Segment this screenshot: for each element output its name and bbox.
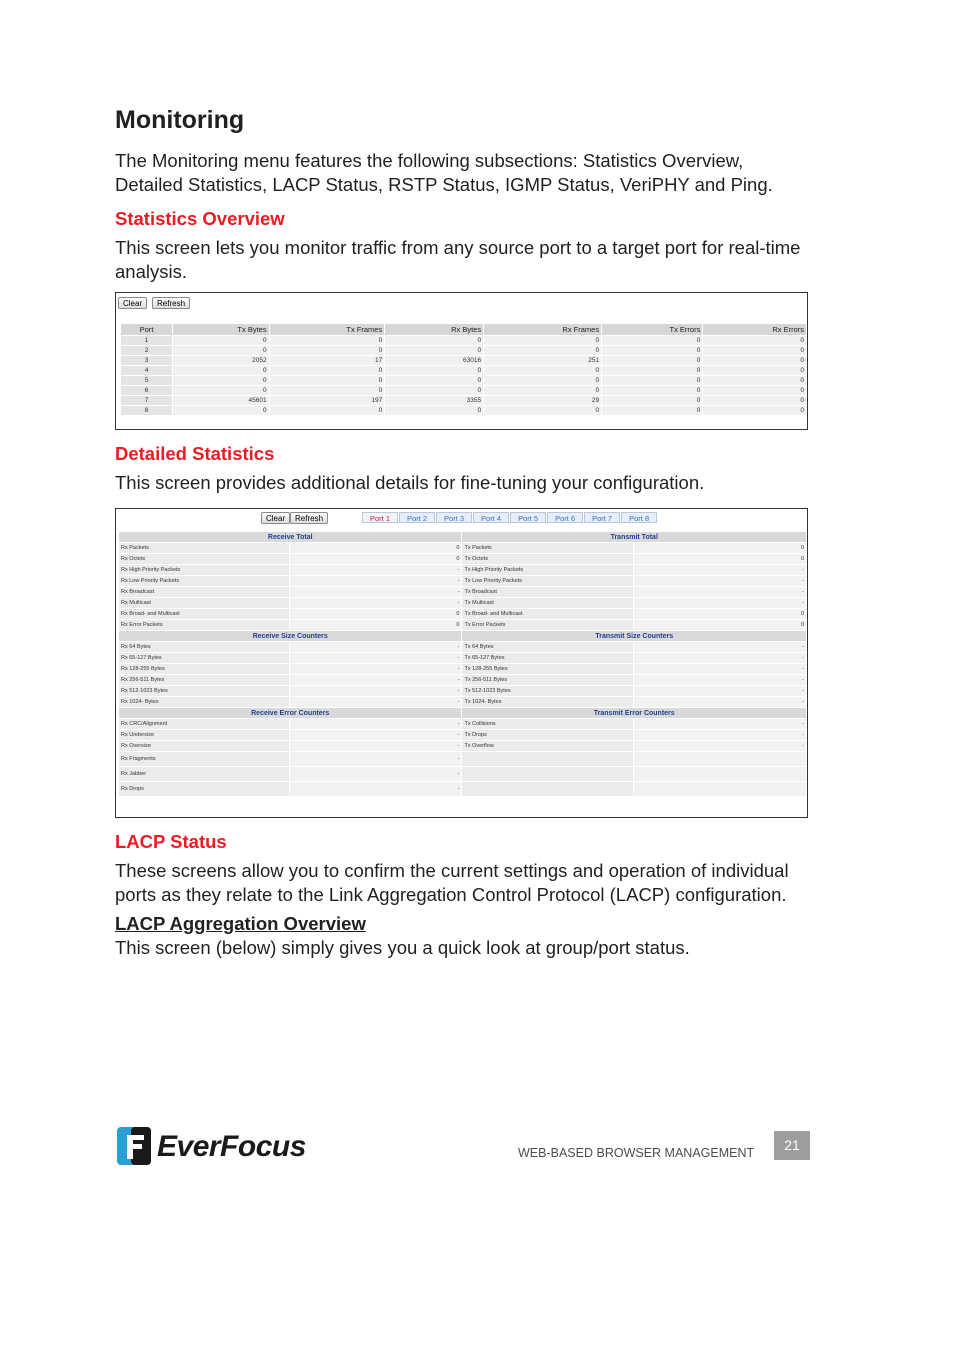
counter-value: 0	[290, 554, 461, 564]
table-row	[119, 543, 806, 553]
port-cell: 4	[121, 366, 172, 375]
table-row	[119, 767, 806, 781]
counter-label: Rx 256-511 Bytes	[119, 675, 289, 685]
counter-value: -	[634, 697, 806, 707]
counter-label: Rx Error Packets	[119, 620, 289, 630]
counter-value: -	[290, 653, 461, 663]
counter-value: -	[290, 587, 461, 597]
counter-value: -	[290, 675, 461, 685]
clear-button[interactable]: Clear	[118, 297, 147, 309]
section-header-row	[119, 532, 806, 542]
value-cell: 0	[173, 336, 268, 345]
counter-label: Tx Broad- and Multicast	[462, 609, 632, 619]
table-row	[119, 752, 806, 766]
table-row	[119, 642, 806, 652]
counter-value: -	[290, 664, 461, 674]
counter-label: Rx Jabber	[119, 767, 289, 781]
tab-port-5[interactable]: Port 5	[510, 512, 546, 523]
value-cell: 0	[173, 386, 268, 395]
counter-value: -	[634, 719, 806, 729]
value-cell: 0	[385, 386, 483, 395]
value-cell: 0	[484, 406, 601, 415]
counter-value: -	[634, 730, 806, 740]
counter-label: Rx Multicast	[119, 598, 289, 608]
counter-label: Tx Packets	[462, 543, 632, 553]
value-cell: 0	[703, 396, 806, 405]
value-cell: 0	[703, 366, 806, 375]
value-cell: 0	[385, 366, 483, 375]
value-cell: 0	[270, 366, 385, 375]
table-row	[121, 346, 806, 355]
value-cell: 0	[602, 396, 702, 405]
table-row	[119, 782, 806, 796]
value-cell: 0	[703, 356, 806, 365]
counter-value: -	[290, 767, 461, 781]
section-title: Transmit Total	[462, 532, 806, 542]
intro-paragraph: The Monitoring menu features the following subsections: Statistics Overview, Detailed Statistics, LACP Status, RSTP Status, IGMP Status, VeriPHY and Ping.	[115, 150, 773, 195]
value-cell: 0	[173, 346, 268, 355]
value-cell: 0	[484, 386, 601, 395]
counter-label: Tx 64 Bytes	[462, 642, 632, 652]
value-cell: 0	[602, 346, 702, 355]
tab-port-4[interactable]: Port 4	[473, 512, 509, 523]
tab-port-1[interactable]: Port 1	[362, 512, 398, 523]
table-row	[121, 376, 806, 385]
counter-value: -	[290, 576, 461, 586]
counter-value: -	[290, 697, 461, 707]
table-row	[121, 396, 806, 405]
value-cell: 0	[173, 376, 268, 385]
detailed-statistics-screenshot	[115, 508, 808, 818]
counter-value: -	[290, 642, 461, 652]
counter-value: 0	[634, 543, 806, 553]
value-cell: 0	[484, 346, 601, 355]
counter-label: Rx Oversize	[119, 741, 289, 751]
table-row	[119, 598, 806, 608]
value-cell: 0	[703, 376, 806, 385]
section-title: Receive Error Counters	[119, 708, 461, 718]
counter-value: -	[634, 587, 806, 597]
value-cell: 0	[173, 366, 268, 375]
counter-label: Rx High Priority Packets	[119, 565, 289, 575]
counter-label: Tx Broadcast	[462, 587, 632, 597]
value-cell: 0	[602, 366, 702, 375]
clear-button[interactable]: Clear	[261, 512, 290, 524]
value-cell: 0	[270, 336, 385, 345]
lacp-aggregation-overview-heading: LACP Aggregation Overview	[115, 913, 366, 934]
table-row	[119, 741, 806, 751]
value-cell: 0	[385, 336, 483, 345]
counter-label: Rx 128-255 Bytes	[119, 664, 289, 674]
table-row	[121, 386, 806, 395]
value-cell: 3355	[385, 396, 483, 405]
value-cell: 0	[703, 336, 806, 345]
statistics-table	[120, 323, 807, 416]
section-title: Transmit Error Counters	[462, 708, 806, 718]
statistics-overview-screenshot	[115, 292, 808, 430]
counter-label: Tx 256-511 Bytes	[462, 675, 632, 685]
counter-value: -	[290, 686, 461, 696]
counter-value: 0	[634, 620, 806, 630]
counter-label: Rx 64 Bytes	[119, 642, 289, 652]
tab-port-2[interactable]: Port 2	[399, 512, 435, 523]
counter-value: -	[634, 686, 806, 696]
refresh-button[interactable]: Refresh	[152, 297, 190, 309]
footer-section-label: WEB-BASED BROWSER MANAGEMENT	[518, 1146, 755, 1160]
tab-port-8[interactable]: Port 8	[621, 512, 657, 523]
value-cell: 0	[385, 376, 483, 385]
detailed-statistics-heading: Detailed Statistics	[115, 443, 275, 464]
value-cell: 2052	[173, 356, 268, 365]
table-row	[121, 366, 806, 375]
counter-value: -	[634, 675, 806, 685]
everfocus-logo-icon	[117, 1127, 151, 1165]
counter-label: Rx Broad- and Multicast	[119, 609, 289, 619]
value-cell: 0	[385, 406, 483, 415]
value-cell: 0	[270, 376, 385, 385]
column-header: Rx Errors	[703, 324, 806, 335]
table-row	[119, 620, 806, 630]
counter-value: -	[290, 598, 461, 608]
table-row	[119, 686, 806, 696]
counter-label: Tx High Priority Packets	[462, 565, 632, 575]
everfocus-logo-text: EverFocus	[157, 1130, 306, 1163]
counter-label: Tx Error Packets	[462, 620, 632, 630]
value-cell: 0	[270, 406, 385, 415]
value-cell: 0	[173, 406, 268, 415]
counter-value: -	[290, 741, 461, 751]
port-cell: 5	[121, 376, 172, 385]
counter-label: Rx Low Priority Packets	[119, 576, 289, 586]
table-row	[119, 576, 806, 586]
table-row	[119, 653, 806, 663]
page-number: 21	[774, 1131, 810, 1160]
counter-label: Rx Packets	[119, 543, 289, 553]
counter-label	[462, 782, 632, 796]
counter-label	[462, 752, 632, 766]
value-cell: 0	[602, 336, 702, 345]
port-cell: 3	[121, 356, 172, 365]
value-cell: 0	[602, 356, 702, 365]
value-cell: 0	[484, 336, 601, 345]
lacp-status-description: These screens allow you to confirm the current settings and operation of individual ports as they relate to the Link Aggregation Control Protocol (LACP) configuration.	[115, 860, 789, 905]
table-row	[119, 587, 806, 597]
counter-label: Rx 1024- Bytes	[119, 697, 289, 707]
counter-label: Tx 512-1023 Bytes	[462, 686, 632, 696]
counter-label: Tx Overflow	[462, 741, 632, 751]
table-row	[119, 697, 806, 707]
counter-label: Tx 1024- Bytes	[462, 697, 632, 707]
column-header: Tx Errors	[602, 324, 702, 335]
value-cell: 0	[602, 406, 702, 415]
port-cell: 1	[121, 336, 172, 345]
counter-value: -	[634, 664, 806, 674]
port-cell: 7	[121, 396, 172, 405]
counter-label: Rx Octets	[119, 554, 289, 564]
value-cell: 0	[703, 386, 806, 395]
table-row	[119, 554, 806, 564]
counter-value	[634, 752, 806, 766]
counter-value: -	[634, 653, 806, 663]
tab-port-6[interactable]: Port 6	[547, 512, 583, 523]
counter-value	[634, 782, 806, 796]
value-cell: 0	[385, 346, 483, 355]
counter-value: -	[290, 752, 461, 766]
value-cell: 0	[602, 376, 702, 385]
table-row	[121, 356, 806, 365]
counter-value: -	[634, 741, 806, 751]
counter-label: Rx 65-127 Bytes	[119, 653, 289, 663]
counter-value: 0	[290, 609, 461, 619]
counter-label: Tx Octets	[462, 554, 632, 564]
counter-label: Tx 128-255 Bytes	[462, 664, 632, 674]
refresh-button[interactable]: Refresh	[290, 512, 328, 524]
table-row	[119, 565, 806, 575]
counter-label: Rx Drops	[119, 782, 289, 796]
column-header: Port	[121, 324, 172, 335]
section-title: Receive Size Counters	[119, 631, 461, 641]
section-title: Transmit Size Counters	[462, 631, 806, 641]
counter-value: -	[290, 730, 461, 740]
section-header-row	[119, 708, 806, 718]
value-cell: 0	[602, 386, 702, 395]
counter-label: Tx Low Priority Packets	[462, 576, 632, 586]
table-row	[119, 664, 806, 674]
port-tabs	[362, 512, 658, 523]
column-header: Rx Frames	[484, 324, 601, 335]
column-header: Rx Bytes	[385, 324, 483, 335]
table-row	[121, 336, 806, 345]
counter-value: -	[634, 598, 806, 608]
value-cell: 197	[270, 396, 385, 405]
counter-label: Rx 512-1023 Bytes	[119, 686, 289, 696]
counter-value: 0	[634, 609, 806, 619]
lacp-aggregation-overview-description: This screen (below) simply gives you a quick look at group/port status.	[115, 937, 690, 958]
lacp-status-heading: LACP Status	[115, 831, 227, 852]
statistics-overview-heading: Statistics Overview	[115, 208, 285, 229]
counter-label: Tx Collisions	[462, 719, 632, 729]
counter-value: -	[634, 642, 806, 652]
counter-value: 0	[290, 543, 461, 553]
column-header: Tx Bytes	[173, 324, 268, 335]
value-cell: 0	[703, 346, 806, 355]
counter-label: Tx Multicast	[462, 598, 632, 608]
table-row	[121, 406, 806, 415]
counter-label: Tx 65-127 Bytes	[462, 653, 632, 663]
tab-port-7[interactable]: Port 7	[584, 512, 620, 523]
value-cell: 45601	[173, 396, 268, 405]
tab-port-3[interactable]: Port 3	[436, 512, 472, 523]
value-cell: 0	[270, 386, 385, 395]
table-row	[119, 675, 806, 685]
port-cell: 6	[121, 386, 172, 395]
counter-label: Rx Undersize	[119, 730, 289, 740]
column-header: Tx Frames	[270, 324, 385, 335]
counter-value: -	[290, 782, 461, 796]
counter-value: -	[634, 576, 806, 586]
value-cell: 0	[484, 366, 601, 375]
page-title: Monitoring	[115, 106, 245, 134]
counter-value: 0	[634, 554, 806, 564]
port-cell: 2	[121, 346, 172, 355]
counter-value: -	[634, 565, 806, 575]
detailed-statistics-table	[118, 531, 807, 797]
counter-label	[462, 767, 632, 781]
value-cell: 0	[270, 346, 385, 355]
value-cell: 0	[484, 376, 601, 385]
table-row	[119, 719, 806, 729]
counter-value: 0	[290, 620, 461, 630]
value-cell: 63016	[385, 356, 483, 365]
value-cell: 251	[484, 356, 601, 365]
statistics-overview-description: This screen lets you monitor traffic from any source port to a target port for real-time analysis.	[115, 237, 801, 282]
port-cell: 8	[121, 406, 172, 415]
section-header-row	[119, 631, 806, 641]
counter-label: Rx Broadcast	[119, 587, 289, 597]
counter-label: Rx Fragments	[119, 752, 289, 766]
value-cell: 17	[270, 356, 385, 365]
counter-value	[634, 767, 806, 781]
counter-value: -	[290, 719, 461, 729]
counter-label: Rx CRC/Alignment	[119, 719, 289, 729]
section-title: Receive Total	[119, 532, 461, 542]
table-row	[119, 730, 806, 740]
detailed-statistics-description: This screen provides additional details for fine-tuning your configuration.	[115, 472, 705, 493]
table-row	[119, 609, 806, 619]
counter-label: Tx Drops	[462, 730, 632, 740]
counter-value: -	[290, 565, 461, 575]
value-cell: 29	[484, 396, 601, 405]
value-cell: 0	[703, 406, 806, 415]
